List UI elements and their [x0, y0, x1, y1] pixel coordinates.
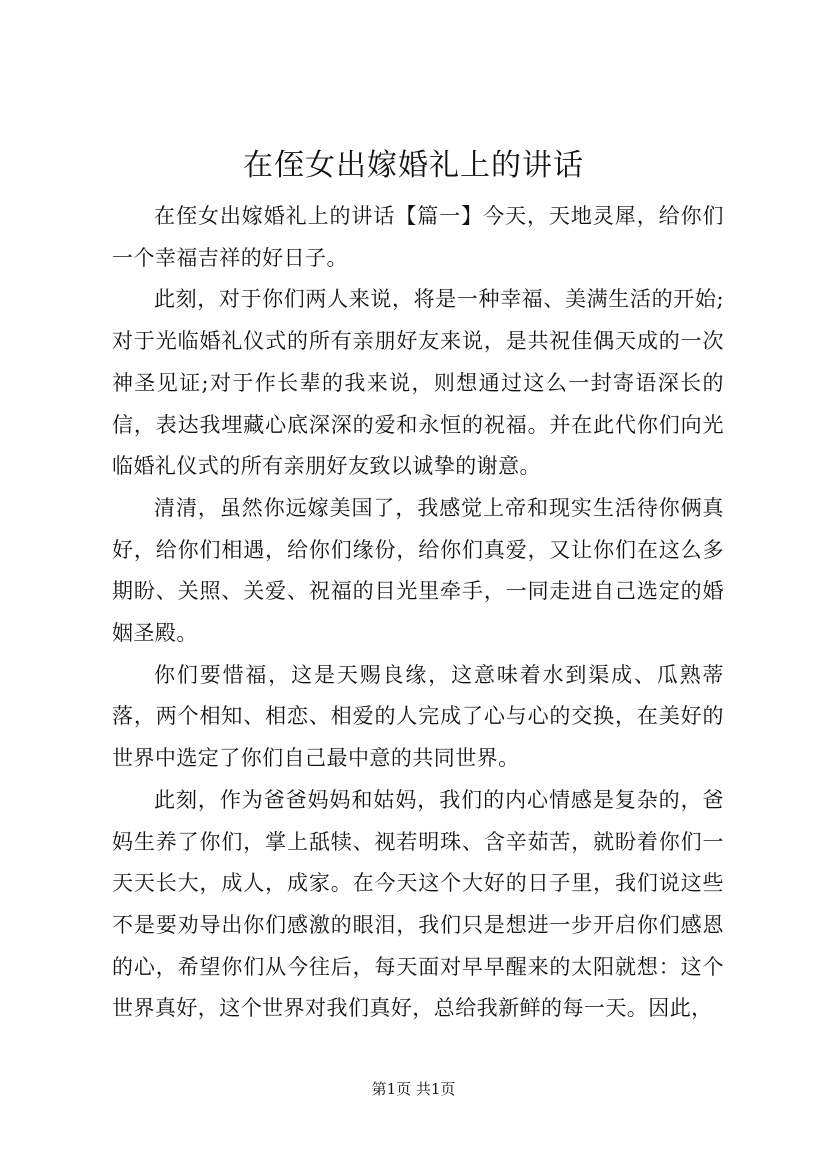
document-title: 在侄女出嫁婚礼上的讲话 — [243, 148, 584, 183]
paragraph-5: 此刻，作为爸爸妈妈和姑妈，我们的内心情感是复杂的，爸妈生养了你们，掌上舐犊、视若明珠、含辛茹苦，就盼着你们一天天长大，成人，成家。在今天这个大好的日子里，我们说这些不是要劝导出你们感激的眼泪，我们只是想进一步开启你们感恩的心，希望你们从今往后，每天面对早早醒来的太阳就想：这个世界真好，这个世界对我们真好，总给我新鲜的每一天。因此， — [112, 787, 724, 1021]
document-body — [112, 196, 724, 1030]
paragraph-1: 在侄女出嫁婚礼上的讲话【篇一】今天，天地灵犀，给你们一个幸福吉祥的好日子。 — [112, 204, 724, 270]
paragraph-4: 你们要惜福，这是天赐良缘，这意味着水到渠成、瓜熟蒂落，两个相知、相恋、相爱的人完成了心与心的交换，在美好的世界中选定了你们自己最中意的共同世界。 — [112, 662, 724, 771]
paragraph-3: 清清，虽然你远嫁美国了，我感觉上帝和现实生活待你俩真好，给你们相遇，给你们缘份，给你们真爱，又让你们在这么多期盼、关照、关爱、祝福的目光里牵手，一同走进自己选定的婚姻圣殿。 — [112, 495, 724, 646]
paragraph-2: 此刻，对于你们两人来说，将是一种幸福、美满生活的开始;对于光临婚礼仪式的所有亲朋好友来说，是共祝佳偶天成的一次神圣见证;对于作长辈的我来说，则想通过这么一封寄语深长的信，表达我埋藏心底深深的爱和永恒的祝福。并在此代你们向光临婚礼仪式的所有亲朋好友致以诚挚的谢意。 — [112, 287, 724, 479]
page-number-footer: 第1页 共1页 — [371, 1080, 456, 1098]
